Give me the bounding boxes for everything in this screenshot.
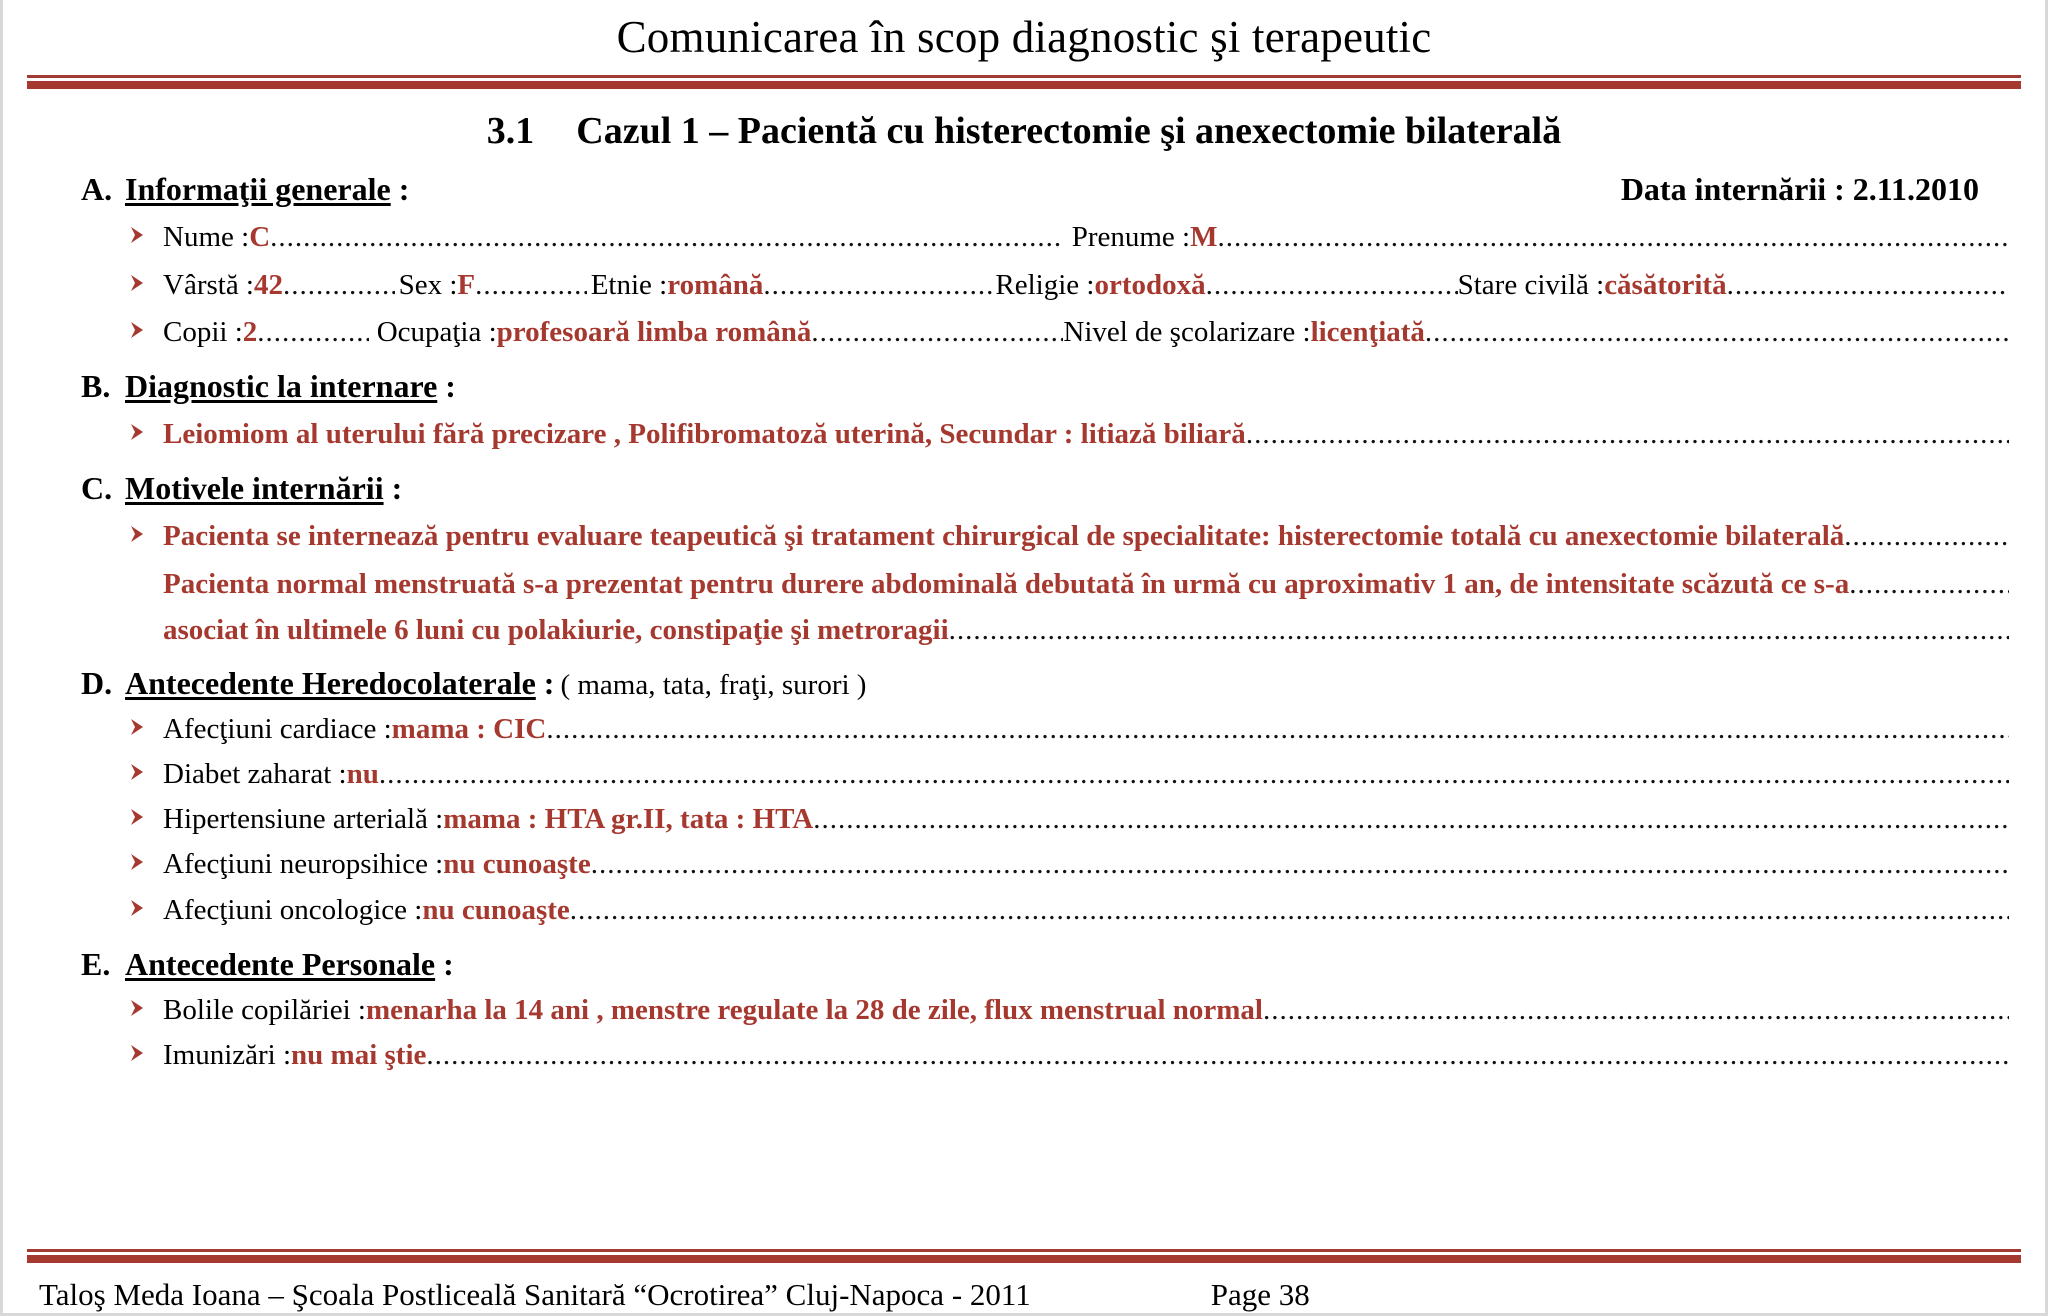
ahc-row-diabet-body bbox=[163, 756, 2009, 792]
ap-row-imunizari-body bbox=[163, 1037, 2009, 1073]
section-d-title-colon: : bbox=[535, 664, 555, 701]
dot-leader bbox=[813, 801, 2009, 837]
label-bolile-copilariei: Bolile copilăriei : bbox=[163, 993, 366, 1026]
value-etnie: română bbox=[667, 268, 764, 301]
ap-row-boli-copilarie-body bbox=[163, 992, 2009, 1028]
bullet-arrow-icon bbox=[127, 272, 163, 294]
section-b-title bbox=[125, 368, 456, 405]
ahc-row-diabet bbox=[39, 756, 2009, 792]
label-afectiuni-neuropsihice: Afecţiuni neuropsihice : bbox=[163, 848, 444, 881]
bullet-arrow-icon bbox=[127, 997, 163, 1019]
header-divider-thin-line bbox=[27, 75, 2021, 78]
header-divider bbox=[27, 75, 2021, 89]
dot-leader bbox=[379, 756, 2009, 792]
value-afectiuni-neuropsihice: nu cunoaşte bbox=[443, 848, 591, 881]
section-d-title bbox=[125, 665, 866, 702]
value-ocupatia: profesoară limba română bbox=[496, 315, 812, 348]
label-diabet-zaharat: Diabet zaharat : bbox=[163, 757, 347, 790]
motive-row-3 bbox=[39, 614, 2009, 647]
bullet-arrow-icon bbox=[127, 897, 163, 919]
footer-divider-thin-line bbox=[27, 1249, 2021, 1252]
section-c-header bbox=[39, 470, 2009, 507]
dot-leader bbox=[1263, 992, 2009, 1028]
motive-row-1-body bbox=[163, 518, 2009, 554]
footer-text-row bbox=[3, 1263, 2045, 1313]
footer-author: Taloş Meda Ioana – Şcoala Postliceală Sanitară “Ocrotirea” Cluj-Napoca - 2011 bbox=[39, 1277, 1031, 1312]
page-header-title: Comunicarea în scop diagnostic şi terapeutic bbox=[616, 12, 1432, 62]
value-motive-line1: Pacienta se internează pentru evaluare teapeutică şi tratament chirurgical de specialitate: histerectomie totală cu anexectomie bilaterală bbox=[163, 520, 1845, 553]
section-a-title bbox=[125, 171, 409, 208]
value-nume: C bbox=[249, 221, 271, 254]
motive-row-1 bbox=[39, 518, 2009, 554]
field-row-varsta bbox=[39, 267, 2009, 303]
document-content bbox=[3, 171, 2045, 1073]
value-religie: ortodoxă bbox=[1094, 268, 1206, 301]
section-b-title-colon: : bbox=[437, 368, 456, 404]
case-heading-text: Cazul 1 – Pacientă cu histerectomie şi anexectomie bilaterală bbox=[576, 110, 1562, 153]
section-c-title-text: Motivele internării bbox=[125, 470, 384, 507]
value-hipertensiune: mama : HTA gr.II, tata : HTA bbox=[443, 803, 814, 835]
diagnostic-row bbox=[39, 416, 2009, 452]
dot-leader bbox=[257, 314, 369, 350]
value-sex: F bbox=[457, 268, 476, 301]
field-row-copii-body bbox=[163, 314, 2009, 350]
bullet-arrow-icon bbox=[127, 421, 163, 443]
section-b-title-text: Diagnostic la internare bbox=[125, 368, 438, 404]
case-heading bbox=[3, 109, 2045, 153]
section-e-title bbox=[125, 946, 454, 983]
section-d-title-text: Antecedente Heredocolaterale bbox=[125, 664, 536, 701]
label-varsta: Vârstă : bbox=[163, 268, 254, 301]
value-bolile-copilariei: menarha la 14 ani , menstre regulate la 28 de zile, flux menstrual normal bbox=[365, 993, 1263, 1026]
section-a-title-colon: : bbox=[390, 171, 410, 208]
dot-leader bbox=[1206, 267, 1458, 303]
bullet-arrow-icon bbox=[127, 761, 163, 783]
dot-leader bbox=[1849, 568, 2009, 601]
label-scolarizare: Nivel de şcolarizare : bbox=[1063, 315, 1311, 348]
field-row-nume-body bbox=[163, 219, 2009, 255]
dot-leader bbox=[949, 614, 2009, 647]
footer-divider bbox=[27, 1249, 2021, 1263]
dot-leader bbox=[426, 1037, 2009, 1073]
ap-row-imunizari bbox=[39, 1037, 2009, 1073]
bullet-arrow-icon bbox=[127, 806, 163, 828]
label-etnie: Etnie : bbox=[590, 268, 668, 301]
field-row-copii bbox=[39, 314, 2009, 350]
value-motive-line2: Pacienta normal menstruată s-a prezentat pentru durere abdominală debutată în urmă cu aproximativ 1 an, de intensitate scăzută ce s-a bbox=[163, 567, 1850, 600]
page-footer bbox=[3, 1235, 2045, 1313]
ahc-row-oncologice-body bbox=[163, 892, 2009, 928]
section-e-title-colon: : bbox=[435, 945, 454, 982]
dot-leader bbox=[591, 846, 2009, 882]
ahc-row-hta bbox=[39, 801, 2009, 837]
label-religie: Religie : bbox=[995, 268, 1095, 301]
section-d-header bbox=[39, 665, 2009, 702]
ap-row-boli-copilarie bbox=[39, 992, 2009, 1028]
value-copii: 2 bbox=[242, 315, 258, 348]
section-e-title-text: Antecedente Personale bbox=[125, 945, 436, 982]
section-b-header bbox=[39, 368, 2009, 405]
section-e-header bbox=[39, 946, 2009, 983]
label-copii: Copii : bbox=[163, 315, 243, 348]
section-d-note: ( mama, tata, fraţi, surori ) bbox=[560, 668, 867, 701]
label-nume: Nume : bbox=[163, 221, 250, 254]
label-ocupatia: Ocupaţia : bbox=[376, 315, 497, 348]
motive-row-2 bbox=[39, 568, 2009, 601]
section-a-letter: A. bbox=[81, 171, 113, 208]
section-b-letter: B. bbox=[81, 368, 111, 404]
label-prenume: Prenume : bbox=[1071, 221, 1191, 254]
diagnostic-row-body bbox=[163, 416, 2009, 452]
dot-leader bbox=[270, 219, 1062, 255]
case-heading-number: 3.1 bbox=[486, 110, 535, 153]
value-varsta: 42 bbox=[254, 268, 283, 301]
value-scolarizare: licenţiată bbox=[1310, 315, 1425, 348]
label-afectiuni-cardiace: Afecţiuni cardiace : bbox=[163, 712, 392, 745]
label-stare-civila: Stare civilă : bbox=[1457, 268, 1605, 301]
value-afectiuni-oncologice: nu cunoaşte bbox=[422, 893, 570, 926]
label-afectiuni-oncologice: Afecţiuni oncologice : bbox=[163, 893, 423, 926]
dot-leader bbox=[283, 267, 395, 303]
field-row-nume bbox=[39, 219, 2009, 255]
dot-leader bbox=[763, 267, 995, 303]
section-c-title bbox=[125, 470, 402, 507]
ahc-row-neuropsihice-body bbox=[163, 846, 2009, 882]
value-motive-line3: asociat în ultimele 6 luni cu polakiurie, constipaţie şi metroragii bbox=[163, 613, 949, 646]
dot-leader bbox=[546, 711, 2009, 747]
bullet-arrow-icon bbox=[127, 716, 163, 738]
footer-page-number: Page 38 bbox=[1210, 1277, 1310, 1312]
bullet-arrow-icon bbox=[127, 523, 163, 545]
dot-leader bbox=[475, 267, 587, 303]
dot-leader bbox=[1425, 314, 2009, 350]
label-hipertensiune: Hipertensiune arterială : bbox=[163, 803, 444, 835]
label-sex: Sex : bbox=[398, 268, 458, 301]
motive-row-3-body bbox=[163, 614, 2009, 647]
value-imunizari: nu mai ştie bbox=[291, 1039, 427, 1071]
section-a-header bbox=[39, 171, 2009, 208]
section-c-letter: C. bbox=[81, 470, 113, 507]
dot-leader bbox=[811, 314, 1063, 350]
dot-leader bbox=[1246, 416, 2009, 452]
ahc-row-oncologice bbox=[39, 892, 2009, 928]
ahc-row-neuropsihice bbox=[39, 846, 2009, 882]
label-imunizari: Imunizări : bbox=[163, 1039, 292, 1071]
ahc-row-hta-body bbox=[163, 801, 2009, 837]
dot-leader bbox=[1844, 518, 2009, 554]
dot-leader bbox=[570, 892, 2009, 928]
field-row-varsta-body bbox=[163, 267, 2009, 303]
section-a-title-text: Informaţii generale bbox=[125, 171, 391, 208]
value-diabet-zaharat: nu bbox=[346, 757, 379, 790]
bullet-arrow-icon bbox=[127, 224, 163, 246]
value-stare-civila: căsătorită bbox=[1604, 268, 1727, 301]
dot-leader bbox=[1727, 267, 2009, 303]
section-e-letter: E. bbox=[81, 945, 111, 982]
ahc-row-cardiace bbox=[39, 711, 2009, 747]
header-divider-thick-line bbox=[27, 81, 2021, 89]
value-prenume: M bbox=[1190, 221, 1218, 254]
dot-leader bbox=[1218, 219, 2010, 255]
ahc-row-cardiace-body bbox=[163, 711, 2009, 747]
section-d-letter: D. bbox=[81, 664, 113, 701]
section-c-title-colon: : bbox=[383, 470, 403, 507]
admission-date: Data internării : 2.11.2010 bbox=[1620, 171, 1979, 208]
footer-divider-thick-line bbox=[27, 1255, 2021, 1263]
bullet-arrow-icon bbox=[127, 851, 163, 873]
bullet-arrow-icon bbox=[127, 319, 163, 341]
value-diagnostic: Leiomiom al uterului fără precizare , Polifibromatoză uterină, Secundar : litiază biliară bbox=[163, 418, 1246, 450]
motive-row-2-body bbox=[163, 568, 2009, 601]
value-afectiuni-cardiace: mama : CIC bbox=[391, 712, 547, 745]
bullet-arrow-icon bbox=[127, 1042, 163, 1064]
